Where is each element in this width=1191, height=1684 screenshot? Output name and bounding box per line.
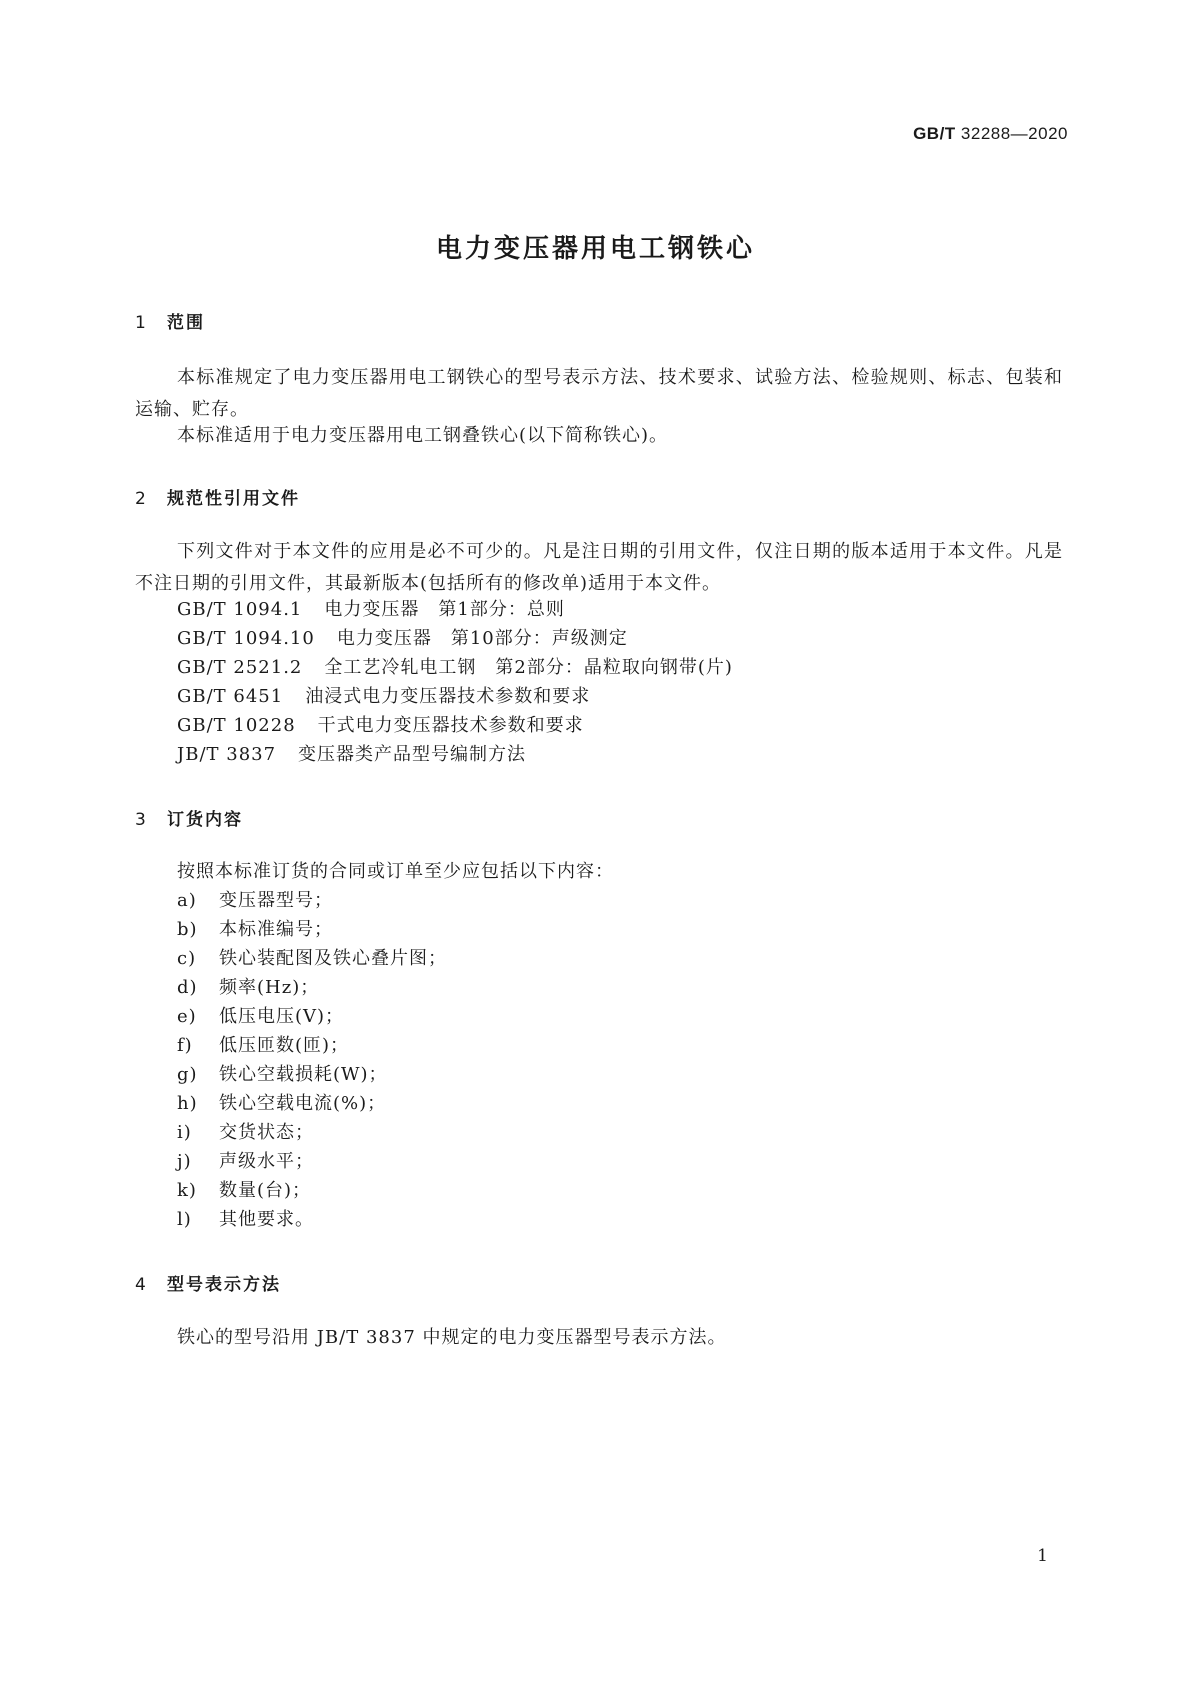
list-marker: c) (177, 948, 197, 969)
section-4-paragraph: 铁心的型号沿用 JB/T 3837 中规定的电力变压器型号表示方法。 (177, 1327, 727, 1348)
section-4-heading (135, 1270, 281, 1295)
reference-item (177, 594, 565, 626)
list-item (177, 1146, 314, 1178)
reference-title: 油浸式电力变压器技术参数和要求 (305, 686, 591, 707)
reference-title: 变压器类产品型号编制方法 (298, 744, 527, 765)
list-text: 低压电压(V)； (219, 1006, 345, 1027)
page-number: 1 (1037, 1546, 1048, 1566)
section-2-intro: 下列文件对于本文件的应用是必不可少的。凡是注日期的引用文件，仅注日期的版本适用于本文件。凡是不注日期的引用文件，其最新版本(包括所有的修改单)适用于本文件。 (135, 541, 1063, 594)
reference-title: 干式电力变压器技术参数和要求 (317, 715, 584, 736)
reference-code: GB/T 1094.1 (177, 599, 303, 620)
section-1-heading (135, 308, 205, 333)
section-3-heading (135, 805, 243, 830)
list-text: 频率(Hz)； (219, 977, 320, 998)
list-item (177, 1001, 344, 1033)
list-marker: k) (177, 1180, 197, 1201)
section-number: 2 (135, 489, 148, 509)
section-title: 规范性引用文件 (167, 489, 300, 509)
section-1-paragraph-1: 本标准规定了电力变压器用电工钢铁心的型号表示方法、技术要求、试验方法、检验规则、标志、包装和运输、贮存。 (135, 367, 1063, 420)
list-marker: l) (177, 1209, 192, 1230)
list-item (177, 1175, 311, 1207)
section-title: 范围 (167, 313, 205, 333)
reference-code: GB/T 2521.2 (177, 657, 303, 678)
list-text: 声级水平； (219, 1151, 314, 1172)
list-item (177, 1059, 388, 1091)
section-2-heading (135, 484, 300, 509)
list-item (177, 943, 447, 975)
list-text: 铁心装配图及铁心叠片图； (219, 948, 447, 969)
reference-item (177, 710, 584, 742)
standard-number (913, 124, 1068, 144)
list-marker: e) (177, 1006, 197, 1027)
list-text: 其他要求。 (219, 1209, 314, 1230)
standard-code: 32288—2020 (960, 124, 1068, 143)
reference-code: GB/T 10228 (177, 715, 296, 736)
reference-title: 电力变压器 第1部分：总则 (324, 599, 565, 620)
reference-item (177, 681, 590, 713)
list-item (177, 1117, 314, 1149)
reference-item (177, 739, 526, 771)
list-marker: i) (177, 1122, 192, 1143)
list-marker: j) (177, 1151, 192, 1172)
list-marker: h) (177, 1093, 198, 1114)
reference-title: 全工艺冷轧电工钢 第2部分：晶粒取向钢带(片) (324, 657, 733, 678)
list-item (177, 1204, 314, 1236)
standard-prefix: GB/T (913, 124, 956, 143)
list-text: 数量(台)； (219, 1180, 312, 1201)
list-marker: a) (177, 890, 197, 911)
list-text: 铁心空载电流(%)； (219, 1093, 387, 1114)
document-title: 电力变压器用电工钢铁心 (435, 234, 755, 264)
reference-item (177, 623, 628, 655)
list-item (177, 972, 319, 1004)
reference-code: JB/T 3837 (177, 744, 277, 765)
section-3-intro: 按照本标准订货的合同或订单至少应包括以下内容： (177, 861, 614, 882)
list-item (177, 914, 333, 946)
list-text: 铁心空载损耗(W)； (219, 1064, 388, 1085)
list-item (177, 885, 333, 917)
list-text: 低压匝数(匝)； (219, 1035, 350, 1056)
list-marker: b) (177, 919, 198, 940)
reference-item (177, 652, 733, 684)
list-item (177, 1088, 386, 1120)
section-title: 订货内容 (167, 810, 243, 830)
list-text: 交货状态； (219, 1122, 314, 1143)
section-1-paragraph-2: 本标准适用于电力变压器用电工钢叠铁心(以下简称铁心)。 (177, 425, 669, 446)
list-text: 变压器型号； (219, 890, 333, 911)
list-marker: d) (177, 977, 198, 998)
section-title: 型号表示方法 (167, 1275, 281, 1295)
section-number: 4 (135, 1275, 148, 1295)
reference-code: GB/T 1094.10 (177, 628, 315, 649)
section-number: 1 (135, 313, 148, 333)
list-text: 本标准编号； (219, 919, 333, 940)
reference-title: 电力变压器 第10部分：声级测定 (336, 628, 628, 649)
section-number: 3 (135, 810, 148, 830)
list-marker: g) (177, 1064, 198, 1085)
list-item (177, 1030, 349, 1062)
reference-code: GB/T 6451 (177, 686, 284, 707)
list-marker: f) (177, 1035, 193, 1056)
